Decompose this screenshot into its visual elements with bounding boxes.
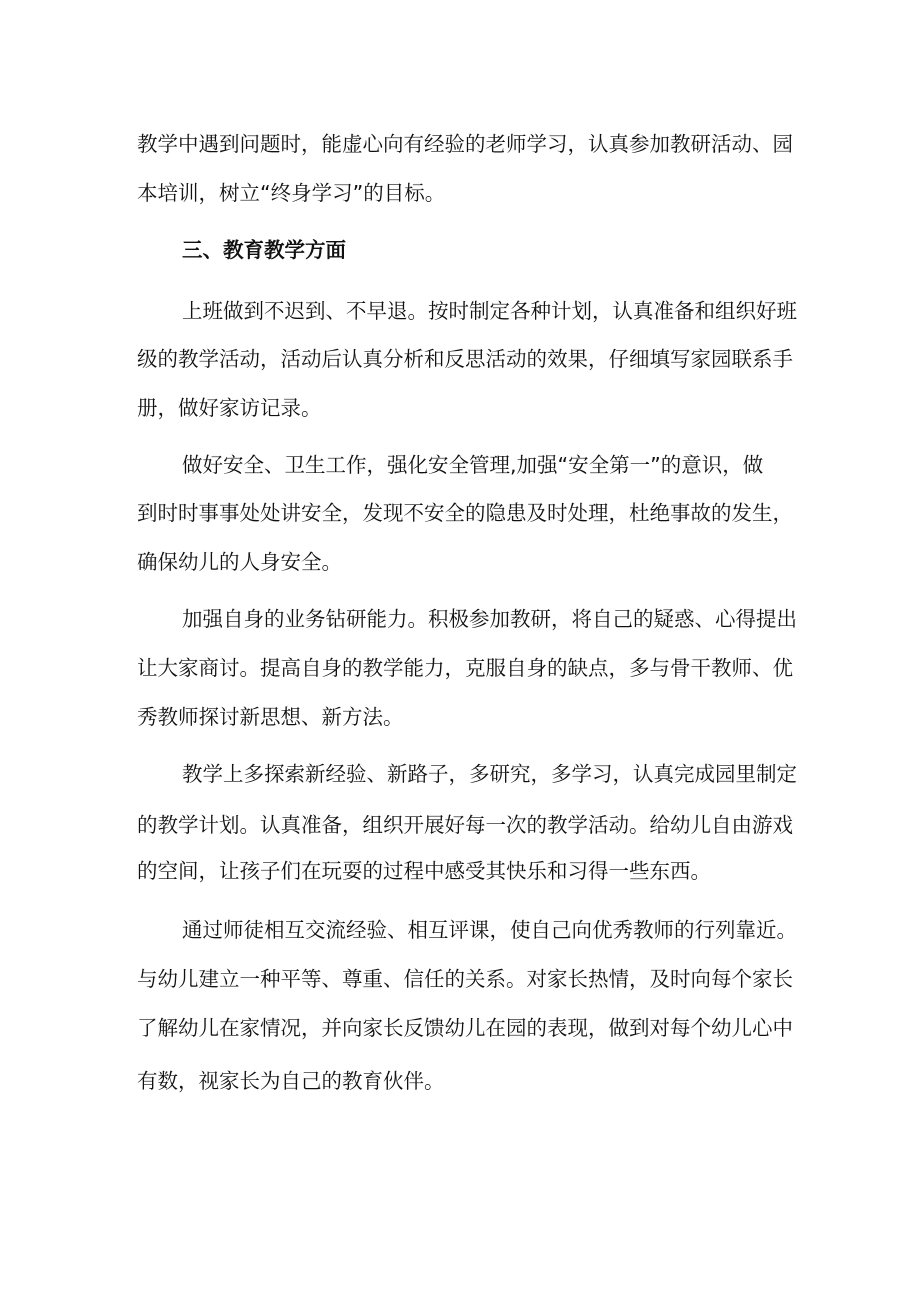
text-line: 通过师徒相互交流经验、相互评课，使自己向优秀教师的行列靠近。: [182, 918, 797, 942]
text-line: 本培训，树立“终身学习”的目标。: [137, 181, 446, 205]
text-line: 确保幼儿的人身安全。: [137, 550, 342, 574]
text-line: 做好安全、卫生工作，强化安全管理,加强“安全第一”的意识，做: [182, 453, 764, 477]
text-line: 有数，视家长为自己的教育伙伴。: [137, 1069, 445, 1093]
text-line: 上班做到不迟到、不早退。按时制定各种计划，认真准备和组织好班: [182, 299, 797, 323]
text-line: 了解幼儿在家情况，并向家长反馈幼儿在园的表现，做到对每个幼儿心中: [137, 1016, 793, 1040]
text-line: 的空间，让孩子们在玩耍的过程中感受其快乐和习得一些东西。: [137, 859, 711, 883]
text-line: 到时时事事处处讲安全，发现不安全的隐患及时处理，杜绝事故的发生，: [137, 501, 793, 525]
text-line: 册，做好家访记录。: [137, 396, 322, 420]
text-line: 级的教学活动，活动后认真分析和反思活动的效果，仔细填写家园联系手: [137, 347, 793, 371]
text-line: 加强自身的业务钻研能力。积极参加教研，将自己的疑惑、心得提出: [182, 607, 797, 631]
text-line: 秀教师探讨新思想、新方法。: [137, 705, 404, 729]
text-line: 教学中遇到问题时，能虚心向有经验的老师学习，认真参加教研活动、园: [137, 132, 793, 156]
text-line: 教学上多探索新经验、新路子，多研究，多学习，认真完成园里制定: [182, 762, 797, 786]
text-line: 与幼儿建立一种平等、尊重、信任的关系。对家长热情，及时向每个家长: [137, 967, 793, 991]
text-line: 的教学计划。认真准备，组织开展好每一次的教学活动。给幼儿自由游戏: [137, 813, 793, 837]
section-heading: 三、教育教学方面: [182, 238, 346, 262]
text-line: 让大家商讨。提高自身的教学能力，克服自身的缺点，多与骨干教师、优: [137, 656, 793, 680]
